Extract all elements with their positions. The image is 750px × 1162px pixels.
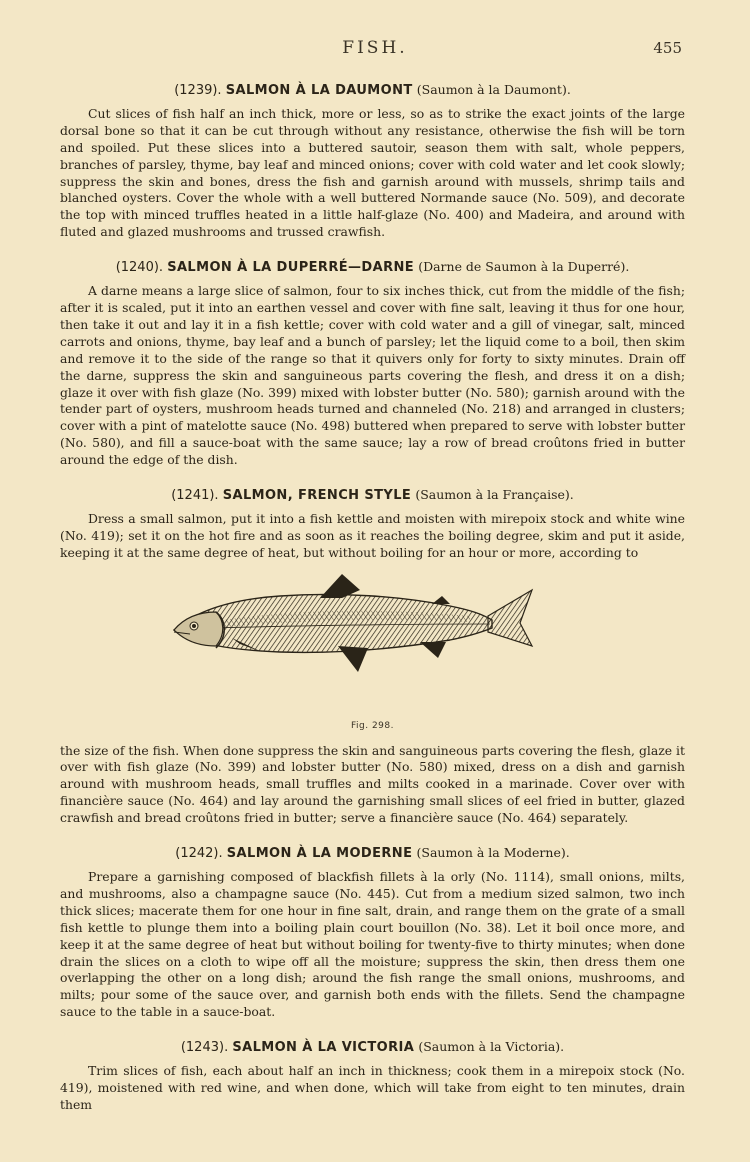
recipe-title: SALMON À LA VICTORIA <box>232 1040 415 1056</box>
recipe-text: A darne means a large slice of salmon, four to six inches thick, cut from the middle of the fish; after it is scaled, put it into an earthen vessel and cover with fine salt, leaving it thus for one hour, then take it out and lay it in a fish kettle; cover with cold water and a gill of vinegar, salt, minced carrots and onions, thyme, bay leaf and a bunch of parsley; let the liquid come to a boil, then skim and remove it to the side of the range so that it quivers only for forty to sixty minutes. Drain off the darne, suppress the skin and sanguineous parts covering the flesh, and dress it on a dish; glaze it over with fish glaze (No. 399) mixed with lobster butter (No. 580); garnish around with the tender part of oysters, mushroom heads turned and channeled (No. 218) and arranged in clusters; cover with a pint of matelotte sauce (No. 498) buttered when prepared to serve with lobster butter (No. 580), and fill a sauce-boat with the same sauce; lay a row of bread croûtons fried in butter around the edge of the dish. <box>60 283 685 468</box>
salmon-illustration <box>60 568 685 720</box>
recipe-number: (1242). <box>175 846 223 862</box>
recipe-number: (1243). <box>180 1040 229 1056</box>
recipe-text: Dress a small salmon, put it into a fish kettle and moisten with mirepoix stock and white wine (No. 419); set it on the hot fire and as soon as it reaches the boiling degree, skim and put it aside, keeping it at the same degree of heat, but without boiling for an hour or more, according to <box>60 510 685 560</box>
recipe-text: Cut slices of fish half an inch thick, more or less, so as to strike the exact joints of the large dorsal bone so that it can be cut through without any resistance, otherwise the fish will be torn and spoiled. Put these slices into a buttered sautoir, season them with salt, whole peppers, branches of parsley, thyme, bay leaf and minced onions; cover with cold water and let cook slowly; suppress the skin and bones, dress the fish and garnish around with mussels, shrimp tails and blanched oysters. Cover the whole with a well buttered Normande sauce (No. 509), and decorate the top with minced truffles heated in a little half-glaze (No. 400) and Madeira, and around with fluted and glazed mushrooms and trussed crawfish. <box>60 105 685 240</box>
recipe-french-title: (Saumon à la Victoria). <box>418 1039 565 1055</box>
recipe-number: (1239). <box>174 83 222 98</box>
recipe-text: the size of the fish. When done suppress the skin and sanguineous parts covering the flesh, glaze it over with fish glaze (No. 399) and lobster butter (No. 580) mixed, dress on a dish and garnish around with mushroom heads, small truffles and milts cooked in a marinade. Cover over with financière sauce (No. 464) and lay around the garnishing small slices of eel fried in butter, glazed crawfish and bread croûtons fried in butter; serve a financière sauce (No. 464) separately. <box>60 742 685 826</box>
running-title: FISH. <box>342 38 408 58</box>
page-header <box>0 38 750 62</box>
figure-caption: Fig. 298. <box>351 720 394 731</box>
recipe-title: SALMON, FRENCH STYLE <box>222 488 412 504</box>
recipe-text: Trim slices of fish, each about half an inch in thickness; cook them in a mirepoix stock (No. 419), moistened with red wine, and when done, which will take from eight to ten minutes, drain them <box>60 1063 685 1112</box>
recipe-title: SALMON À LA DUPERRÉ—DARNE <box>167 260 415 276</box>
recipe-heading-1243 <box>60 1039 685 1057</box>
recipe-heading-1240 <box>60 259 685 277</box>
recipe-french-title: (Saumon à la Moderne). <box>416 845 570 861</box>
salmon-fish-icon <box>170 568 560 698</box>
recipe-number: (1240). <box>115 260 164 276</box>
page-number: 455 <box>653 39 682 57</box>
recipe-title: SALMON À LA DAUMONT <box>225 83 413 98</box>
page-content <box>60 82 685 1132</box>
recipe-heading-1242 <box>60 845 685 863</box>
recipe-heading-1239 <box>60 82 685 100</box>
recipe-heading-1241 <box>60 487 685 505</box>
recipe-title: SALMON À LA MODERNE <box>226 846 413 862</box>
recipe-french-title: (Saumon à la Française). <box>415 487 574 503</box>
recipe-french-title: (Darne de Saumon à la Duperré). <box>418 259 630 275</box>
recipe-french-title: (Saumon à la Daumont). <box>416 82 571 97</box>
recipe-number: (1241). <box>171 488 219 504</box>
recipe-text: Prepare a garnishing composed of blackfish fillets à la orly (No. 1114), small onions, milts, and mushrooms, also a champagne sauce (No. 445). Cut from a medium sized salmon, two inch thick slices; macerate them for one hour in fine salt, drain, and range them on the grate of a small fish kettle to plunge them into a boiling plain court bouillon (No. 38). Let it boil once more, and keep it at the same degree of heat but without boiling for twenty-five to thirty minutes; when done drain the slices on a cloth to wipe off all the moisture; suppress the skin, then dress them one overlapping the other on a long dish; around the fish range the small onions, mushrooms, and milts; pour some of the sauce over, and garnish both ends with the fillets. Send the champagne sauce to the table in a sauce-boat. <box>60 869 685 1020</box>
